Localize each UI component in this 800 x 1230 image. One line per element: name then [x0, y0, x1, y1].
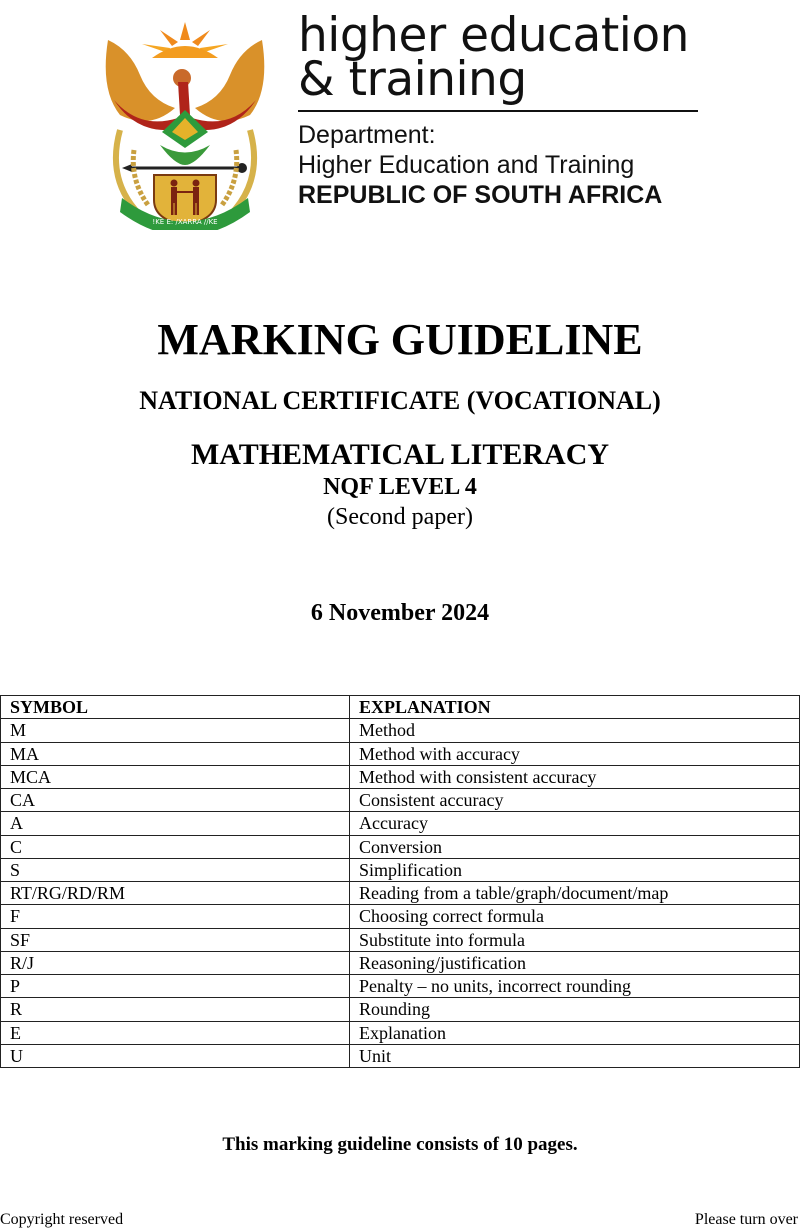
explanation-cell: Rounding	[350, 998, 800, 1021]
brand-line-2: & training	[298, 52, 527, 107]
column-header-explanation: EXPLANATION	[350, 696, 800, 719]
explanation-cell: Reading from a table/graph/document/map	[350, 882, 800, 905]
subject-title: MATHEMATICAL LITERACY	[190, 438, 610, 471]
svg-text:!KE E: /XARRA //KE: !KE E: /XARRA //KE	[152, 218, 218, 226]
department-name: Higher Education and Training	[298, 151, 635, 179]
exam-date: 6 November 2024	[310, 600, 490, 626]
explanation-cell: Accuracy	[350, 812, 800, 835]
symbol-cell: S	[1, 858, 350, 881]
symbol-cell: C	[1, 835, 350, 858]
brand-line-1: higher education	[298, 8, 689, 63]
symbol-cell: RT/RG/RD/RM	[1, 882, 350, 905]
symbol-cell: M	[1, 719, 350, 742]
symbol-cell: SF	[1, 928, 350, 951]
symbol-cell: MCA	[1, 765, 350, 788]
table-row	[1, 858, 800, 881]
symbols-table	[0, 695, 800, 1068]
brand-divider	[298, 110, 698, 112]
column-header-symbol: SYMBOL	[1, 696, 350, 719]
explanation-cell: Simplification	[350, 858, 800, 881]
symbol-cell: A	[1, 812, 350, 835]
page-header	[0, 0, 800, 240]
table-row	[1, 812, 800, 835]
symbol-cell: MA	[1, 742, 350, 765]
explanation-cell: Explanation	[350, 1021, 800, 1044]
table-row	[1, 765, 800, 788]
explanation-cell: Reasoning/justification	[350, 951, 800, 974]
table-header-row	[1, 696, 800, 719]
table-row	[1, 882, 800, 905]
table-row	[1, 835, 800, 858]
table-row	[1, 789, 800, 812]
table-row	[1, 1021, 800, 1044]
symbol-cell: P	[1, 975, 350, 998]
table-row	[1, 928, 800, 951]
table-row	[1, 905, 800, 928]
symbol-cell: R	[1, 998, 350, 1021]
page-count-note: This marking guideline consists of 10 pages.	[222, 1134, 578, 1155]
table-row	[1, 975, 800, 998]
explanation-cell: Substitute into formula	[350, 928, 800, 951]
symbol-cell: R/J	[1, 951, 350, 974]
footer-turn-over: Please turn over	[694, 1211, 798, 1228]
department-label: Department:	[298, 121, 436, 149]
explanation-cell: Unit	[350, 1044, 800, 1067]
table-row	[1, 951, 800, 974]
explanation-cell: Method with consistent accuracy	[350, 765, 800, 788]
certificate-title: NATIONAL CERTIFICATE (VOCATIONAL)	[139, 386, 661, 415]
explanation-cell: Penalty – no units, incorrect rounding	[350, 975, 800, 998]
south-africa-coat-of-arms-icon	[100, 20, 270, 230]
explanation-cell: Conversion	[350, 835, 800, 858]
symbol-cell: E	[1, 1021, 350, 1044]
rising-sun-icon	[142, 22, 228, 58]
symbol-cell: CA	[1, 789, 350, 812]
footer-copyright: Copyright reserved	[0, 1211, 124, 1228]
explanation-cell: Consistent accuracy	[350, 789, 800, 812]
document-title: MARKING GUIDELINE	[157, 315, 643, 364]
table-row	[1, 719, 800, 742]
country-name: REPUBLIC OF SOUTH AFRICA	[298, 181, 663, 209]
table-row	[1, 998, 800, 1021]
symbol-cell: U	[1, 1044, 350, 1067]
table-row	[1, 742, 800, 765]
paper-label: (Second paper)	[327, 504, 473, 530]
department-branding	[298, 8, 700, 210]
explanation-cell: Choosing correct formula	[350, 905, 800, 928]
symbol-cell: F	[1, 905, 350, 928]
nqf-level: NQF LEVEL 4	[323, 474, 477, 500]
explanation-cell: Method	[350, 719, 800, 742]
explanation-cell: Method with accuracy	[350, 742, 800, 765]
table-row	[1, 1044, 800, 1067]
